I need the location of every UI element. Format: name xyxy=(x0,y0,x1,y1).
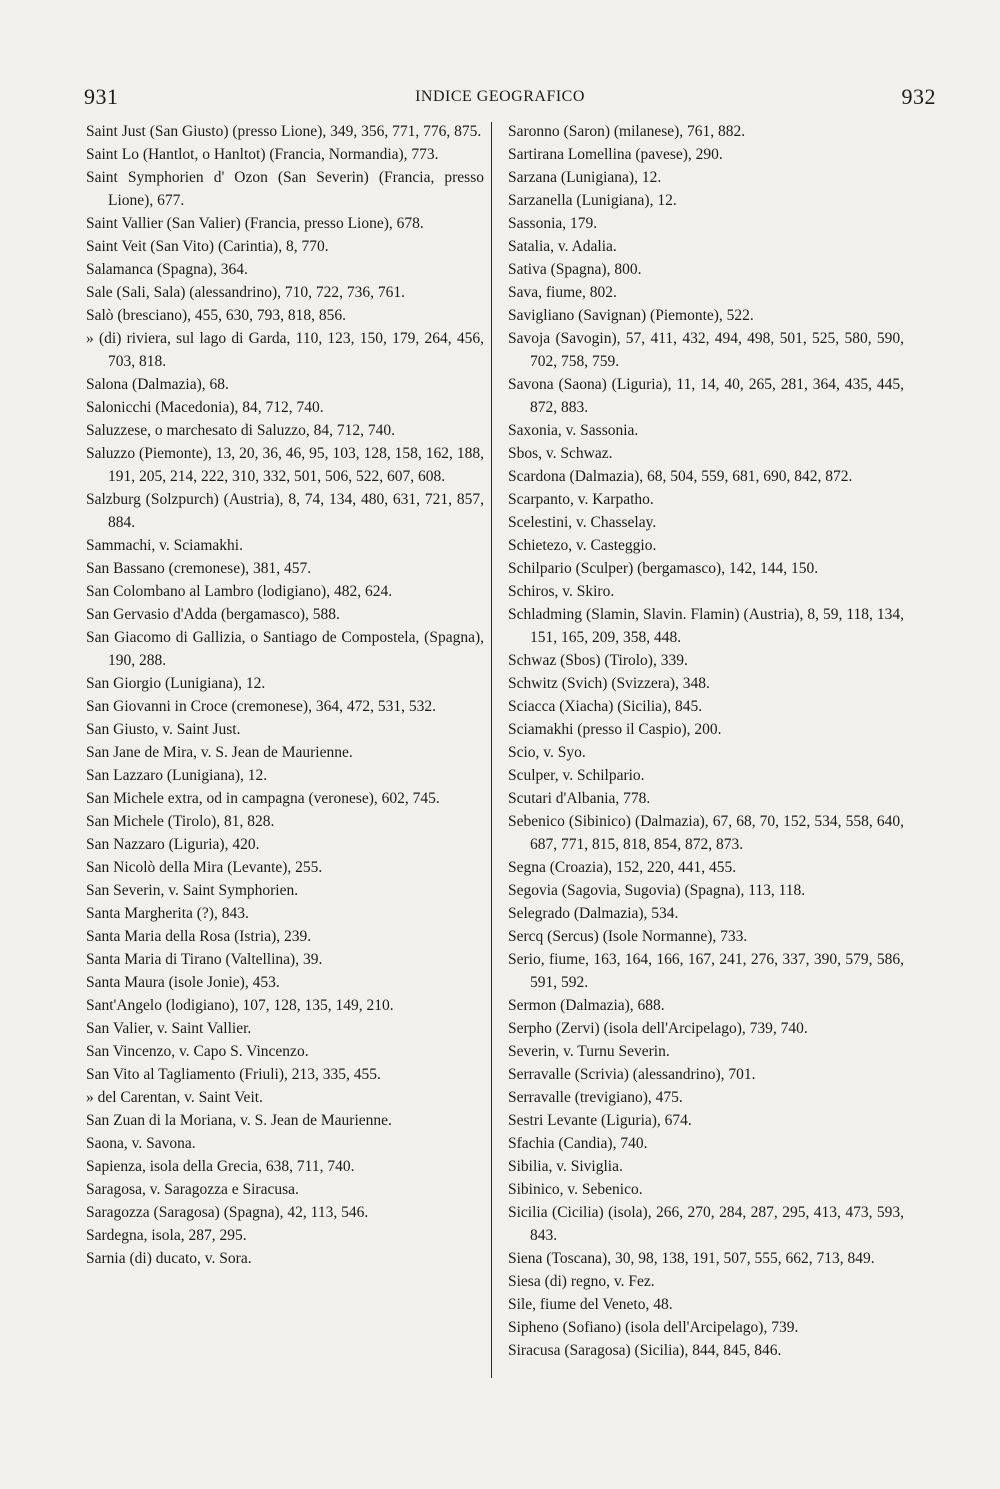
index-entry: Saint Vallier (San Valier) (Francia, presso Lione), 678. xyxy=(86,215,424,232)
index-entry: San Valier, v. Saint Vallier. xyxy=(86,1020,252,1037)
index-entry: Sapienza, isola della Grecia, 638, 711, 740. xyxy=(86,1158,355,1175)
index-entry: Sarzana (Lunigiana), 12. xyxy=(508,169,662,186)
index-entry: Sermon (Dalmazia), 688. xyxy=(508,997,665,1014)
index-entry: Serravalle (trevigiano), 475. xyxy=(508,1089,683,1106)
index-entry: San Lazzaro (Lunigiana), 12. xyxy=(86,767,268,784)
index-entry: Schwaz (Sbos) (Tirolo), 339. xyxy=(508,652,688,669)
index-entry: Saluzzo (Piemonte), 13, 20, 36, 46, 95, 103, 128, 158, 162, 188, 191, 205, 214, 222, 310, 332, 501, 506, 522, 607, 608. xyxy=(86,445,484,485)
index-entry: Saint Symphorien d' Ozon (San Severin) (Francia, presso Lione), 677. xyxy=(86,169,484,209)
index-entry: Siena (Toscana), 30, 98, 138, 191, 507, 555, 662, 713, 849. xyxy=(508,1250,875,1267)
index-entry: San Giovanni in Croce (cremonese), 364, 472, 531, 532. xyxy=(86,698,436,715)
index-entry: Segna (Croazia), 152, 220, 441, 455. xyxy=(508,859,737,876)
index-entry: Saint Lo (Hantlot, o Hanltot) (Francia, Normandia), 773. xyxy=(86,146,439,163)
index-entry: Sartirana Lomellina (pavese), 290. xyxy=(508,146,723,163)
index-entry: Savona (Saona) (Liguria), 11, 14, 40, 265, 281, 364, 435, 445, 872, 883. xyxy=(508,376,904,416)
index-entry: San Vito al Tagliamento (Friuli), 213, 335, 455. xyxy=(86,1066,381,1083)
left-column xyxy=(86,120,484,1270)
index-entry: Serio, fiume, 163, 164, 166, 167, 241, 276, 337, 390, 579, 586, 591, 592. xyxy=(508,951,904,991)
index-entry: Santa Maria di Tirano (Valtellina), 39. xyxy=(86,951,323,968)
index-entry: Scio, v. Syo. xyxy=(508,744,586,761)
index-entry: Saint Veit (San Vito) (Carintia), 8, 770. xyxy=(86,238,329,255)
running-title: INDICE GEOGRAFICO xyxy=(415,88,585,105)
index-entry: Santa Maura (isole Jonie), 453. xyxy=(86,974,280,991)
index-entry: Sibinico, v. Sebenico. xyxy=(508,1181,643,1198)
index-entry: Saluzzese, o marchesato di Saluzzo, 84, 712, 740. xyxy=(86,422,396,439)
index-entry: Sciacca (Xiacha) (Sicilia), 845. xyxy=(508,698,703,715)
index-entry: Santa Maria della Rosa (Istria), 239. xyxy=(86,928,312,945)
index-entry: Sarnia (di) ducato, v. Sora. xyxy=(86,1250,252,1267)
index-entry: San Gervasio d'Adda (bergamasco), 588. xyxy=(86,606,340,623)
index-entry: Salò (bresciano), 455, 630, 793, 818, 856. xyxy=(86,307,347,324)
index-entry: San Giusto, v. Saint Just. xyxy=(86,721,241,738)
index-entry: Salzburg (Solzpurch) (Austria), 8, 74, 134, 480, 631, 721, 857, 884. xyxy=(86,491,484,531)
index-entry: Serpho (Zervi) (isola dell'Arcipelago), 739, 740. xyxy=(508,1020,808,1037)
page-header xyxy=(0,84,1000,112)
index-entry: Savoja (Savogin), 57, 411, 432, 494, 498, 501, 525, 580, 590, 702, 758, 759. xyxy=(508,330,904,370)
index-entry: San Michele extra, od in campagna (veronese), 602, 745. xyxy=(86,790,440,807)
index-entry: San Zuan di la Moriana, v. S. Jean de Maurienne. xyxy=(86,1112,392,1129)
index-entry: Salona (Dalmazia), 68. xyxy=(86,376,229,393)
index-entry: Siesa (di) regno, v. Fez. xyxy=(508,1273,655,1290)
index-entry: San Jane de Mira, v. S. Jean de Maurienne. xyxy=(86,744,353,761)
index-entry: Sardegna, isola, 287, 295. xyxy=(86,1227,247,1244)
index-entry: Santa Margherita (?), 843. xyxy=(86,905,249,922)
index-entry: Scardona (Dalmazia), 68, 504, 559, 681, 690, 842, 872. xyxy=(508,468,853,485)
index-entry: Sebenico (Sibinico) (Dalmazia), 67, 68, 70, 152, 534, 558, 640, 687, 771, 815, 818, 854, 872, 873. xyxy=(508,813,904,853)
index-entry: San Colombano al Lambro (lodigiano), 482, 624. xyxy=(86,583,393,600)
index-entry: Sculper, v. Schilpario. xyxy=(508,767,645,784)
index-entry: Sassonia, 179. xyxy=(508,215,598,232)
index-entry: Satalia, v. Adalia. xyxy=(508,238,617,255)
index-entry: Saronno (Saron) (milanese), 761, 882. xyxy=(508,123,746,140)
index-entry: Schladming (Slamin, Slavin. Flamin) (Austria), 8, 59, 118, 134, 151, 165, 209, 358, 448. xyxy=(508,606,904,646)
index-entry: Scarpanto, v. Karpatho. xyxy=(508,491,654,508)
index-entry: Sipheno (Sofiano) (isola dell'Arcipelago), 739. xyxy=(508,1319,799,1336)
index-entry: Scelestini, v. Chasselay. xyxy=(508,514,657,531)
index-entry: San Giorgio (Lunigiana), 12. xyxy=(86,675,266,692)
index-entry: Saint Just (San Giusto) (presso Lione), 349, 356, 771, 776, 875. xyxy=(86,123,482,140)
index-entry: Serravalle (Scrivia) (alessandrino), 701. xyxy=(508,1066,756,1083)
index-entry: Sestri Levante (Liguria), 674. xyxy=(508,1112,692,1129)
index-entry: Selegrado (Dalmazia), 534. xyxy=(508,905,679,922)
index-entry: Siracusa (Saragosa) (Sicilia), 844, 845, 846. xyxy=(508,1342,782,1359)
index-entry: Saxonia, v. Sassonia. xyxy=(508,422,639,439)
index-entry: Sava, fiume, 802. xyxy=(508,284,617,301)
index-entry: Sicilia (Cicilia) (isola), 266, 270, 284, 287, 295, 413, 473, 593, 843. xyxy=(508,1204,904,1244)
page-number-left: 931 xyxy=(84,84,119,109)
index-entry: Sile, fiume del Veneto, 48. xyxy=(508,1296,673,1313)
index-entry: Sant'Angelo (lodigiano), 107, 128, 135, 149, 210. xyxy=(86,997,394,1014)
index-entry: » del Carentan, v. Saint Veit. xyxy=(86,1089,263,1106)
index-entry: Savigliano (Savignan) (Piemonte), 522. xyxy=(508,307,754,324)
index-entry: » (di) riviera, sul lago di Garda, 110, 123, 150, 179, 264, 456, 703, 818. xyxy=(86,330,484,370)
index-entry: San Nazzaro (Liguria), 420. xyxy=(86,836,260,853)
index-entry: San Vincenzo, v. Capo S. Vincenzo. xyxy=(86,1043,309,1060)
index-entry: Segovia (Sagovia, Sugovia) (Spagna), 113, 118. xyxy=(508,882,806,899)
index-entry: Sativa (Spagna), 800. xyxy=(508,261,642,278)
index-entry: Salamanca (Spagna), 364. xyxy=(86,261,248,278)
index-entry: Sarzanella (Lunigiana), 12. xyxy=(508,192,677,209)
index-entry: Sibilia, v. Siviglia. xyxy=(508,1158,623,1175)
index-entry: Schietezo, v. Casteggio. xyxy=(508,537,657,554)
index-entry: Sfachia (Candia), 740. xyxy=(508,1135,648,1152)
index-entry: Schwitz (Svich) (Svizzera), 348. xyxy=(508,675,710,692)
index-entry: Saragosa, v. Saragozza e Siracusa. xyxy=(86,1181,299,1198)
index-entry: Schilpario (Sculper) (bergamasco), 142, 144, 150. xyxy=(508,560,819,577)
index-entry: Sciamakhi (presso il Caspio), 200. xyxy=(508,721,722,738)
index-entry: San Severin, v. Saint Symphorien. xyxy=(86,882,299,899)
index-entry: Severin, v. Turnu Severin. xyxy=(508,1043,670,1060)
index-entry: San Giacomo di Gallizia, o Santiago de Compostela, (Spagna), 190, 288. xyxy=(86,629,484,669)
index-entry: San Michele (Tirolo), 81, 828. xyxy=(86,813,275,830)
index-entry: San Nicolò della Mira (Levante), 255. xyxy=(86,859,323,876)
index-entry: Saona, v. Savona. xyxy=(86,1135,196,1152)
index-entry: Scutari d'Albania, 778. xyxy=(508,790,651,807)
right-column xyxy=(508,120,904,1362)
index-entry: Sercq (Sercus) (Isole Normanne), 733. xyxy=(508,928,748,945)
index-entry: Schiros, v. Skiro. xyxy=(508,583,615,600)
index-entry: Sbos, v. Schwaz. xyxy=(508,445,613,462)
index-entry: Salonicchi (Macedonia), 84, 712, 740. xyxy=(86,399,324,416)
page-number-right: 932 xyxy=(901,84,936,109)
index-entry: Sammachi, v. Sciamakhi. xyxy=(86,537,243,554)
index-entry: San Bassano (cremonese), 381, 457. xyxy=(86,560,312,577)
index-entry: Sale (Sali, Sala) (alessandrino), 710, 722, 736, 761. xyxy=(86,284,405,301)
index-entry: Saragozza (Saragosa) (Spagna), 42, 113, 546. xyxy=(86,1204,369,1221)
column-divider xyxy=(491,122,492,1378)
